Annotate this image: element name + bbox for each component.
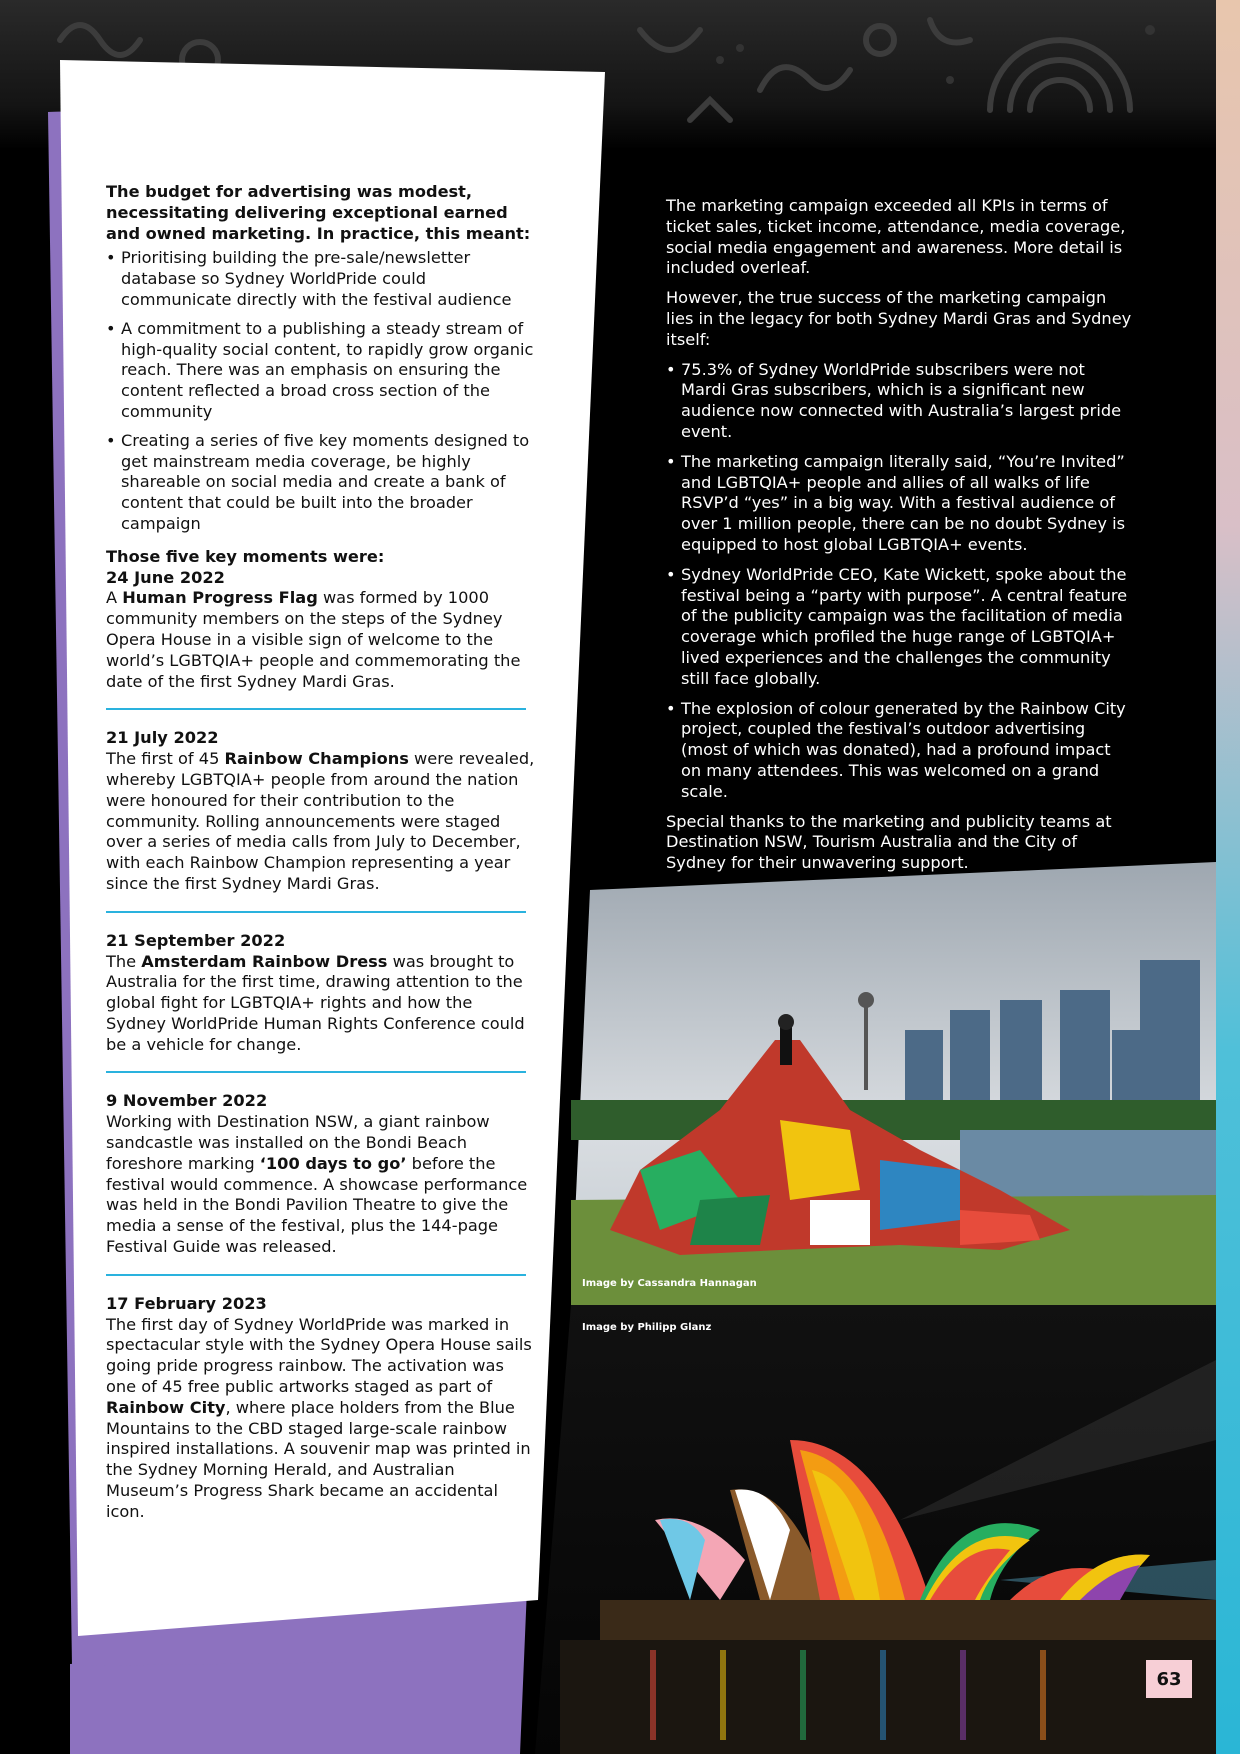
moment-date: 9 November 2022 — [106, 1091, 268, 1111]
list-item: • Prioritising building the pre-sale/newsletter database so Sydney WorldPride could communicate directly with the festival audience — [106, 248, 536, 310]
intro-bullet-list — [106, 248, 536, 534]
right-column — [666, 196, 1134, 883]
list-item: • 75.3% of Sydney WorldPride subscribers were not Mardi Gras subscribers, which is a significant new audience now connected with Australia’s largest pride event. — [666, 360, 1134, 443]
legacy-paragraph: However, the true success of the marketing campaign lies in the legacy for both Sydney Mardi Gras and Sydney itself: — [666, 288, 1132, 349]
list-item: • The explosion of colour generated by the Rainbow City project, coupled the festival’s outdoor advertising (most of which was donated), had a profound impact on many attendees. This was welcomed on a grand scale. — [666, 699, 1134, 803]
moment-date: 24 June 2022 — [106, 567, 225, 587]
moments-heading: Those five key moments were: — [106, 546, 385, 566]
moment-highlight: Amsterdam Rainbow Dress — [141, 951, 388, 971]
moment-highlight: Rainbow Champions — [224, 749, 409, 769]
photo-flag-dress — [571, 862, 1216, 1305]
legacy-bullet-list — [666, 360, 1134, 803]
moment-text: A Human Progress Flag was formed by 1000 community members on the steps of the Sydney Opera House in a visible sign of welcome to the world’s LGBTQIA+ people and commemorating the date of the first Sydney Mardi Gras. — [106, 588, 521, 691]
moment-date: 17 February 2023 — [106, 1293, 267, 1313]
moment-highlight: Human Progress Flag — [122, 588, 318, 608]
photo-caption: Image by Philipp Glanz — [582, 1322, 712, 1333]
list-item: • Creating a series of five key moments designed to get mainstream media coverage, be highly shareable on social media and create a bank of content that could be built into the broader campaign — [106, 431, 536, 535]
photo-caption: Image by Cassandra Hannagan — [582, 1278, 757, 1289]
moment-date: 21 September 2022 — [106, 930, 286, 950]
photo-opera-house — [535, 1305, 1216, 1754]
intro-paragraph: The budget for advertising was modest, necessitating delivering exceptional earned and owned marketing. In practice, this meant: — [106, 182, 531, 243]
moment-text: The first day of Sydney WorldPride was marked in spectacular style with the Sydney Opera House sails going pride progress rainbow. The activation was one of 45 free public artworks staged as part of Rainbow City, where place holders from the Blue Mountains to the CBD staged large-scale rainbow inspired installations. A souvenir map was printed in the Sydney Morning Herald, and Australian Museum’s Progress Shark became an accidental icon. — [106, 1314, 532, 1521]
left-column — [106, 182, 536, 1523]
list-item: • A commitment to a publishing a steady stream of high-quality social content, to rapidly grow organic reach. There was an emphasis on ensuring the content reflected a broad cross section of the community — [106, 319, 536, 423]
list-item: • Sydney WorldPride CEO, Kate Wickett, spoke about the festival being a “party with purpose”. A central feature of the publicity campaign was the facilitation of media coverage which profiled the huge range of LGBTQIA+ lived experiences and the challenges the community still face globally. — [666, 565, 1134, 690]
divider-line — [106, 1071, 526, 1073]
list-item: • The marketing campaign literally said, “You’re Invited” and LGBTQIA+ people and allies of all walks of life RSVP’d “yes” in a big way. With a festival audience of over 1 million people, there can be no doubt Sydney is equipped to host global LGBTQIA+ events. — [666, 452, 1134, 556]
divider-line — [106, 708, 526, 710]
divider-line — [106, 1274, 526, 1276]
moment-highlight: Rainbow City — [106, 1397, 226, 1417]
page-number: 63 — [1146, 1660, 1192, 1698]
results-paragraph: The marketing campaign exceeded all KPIs in terms of ticket sales, ticket income, attendance, media coverage, social media engagement and awareness. More detail is included overleaf. — [666, 196, 1126, 278]
moment-text: Working with Destination NSW, a giant rainbow sandcastle was installed on the Bondi Beach foreshore marking ‘100 days to go’ before the festival would commence. A showcase performance was held in the Bondi Pavilion Theatre to give the media a sense of the festival, plus the 144-page Festival Guide was released. — [106, 1112, 528, 1257]
moment-text: The Amsterdam Rainbow Dress was brought to Australia for the first time, drawing attention to the global fight for LGBTQIA+ rights and how the Sydney WorldPride Human Rights Conference could be a vehicle for change. — [106, 951, 525, 1054]
moment-highlight: ‘100 days to go’ — [259, 1153, 407, 1173]
moment-date: 21 July 2022 — [106, 728, 219, 748]
thanks-paragraph: Special thanks to the marketing and publicity teams at Destination NSW, Tourism Australia and the City of Sydney for their unwavering support. — [666, 811, 1112, 873]
moment-text: The first of 45 Rainbow Champions were revealed, whereby LGBTQIA+ people from around the nation were honoured for their contribution to the community. Rolling announcements were staged over a series of media calls from July to December, with each Rainbow Champion representing a year since the first Sydney Mardi Gras. — [106, 749, 535, 893]
divider-line — [106, 911, 526, 913]
